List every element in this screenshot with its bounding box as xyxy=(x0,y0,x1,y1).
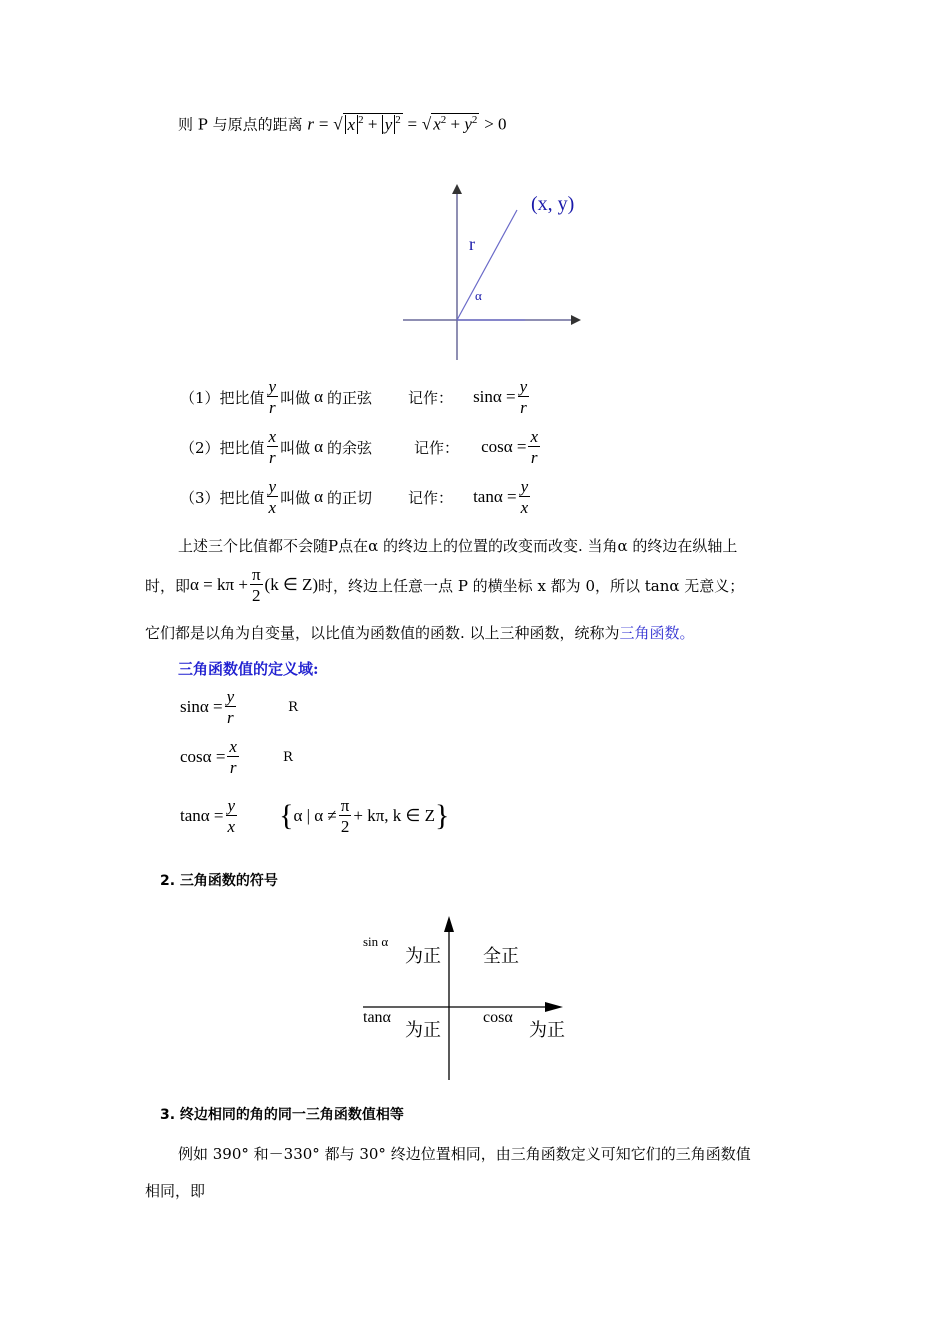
y-axis-arrow xyxy=(452,184,462,194)
distance-text: 则 P 与原点的距离 xyxy=(178,115,303,134)
q3-sign: 为正 xyxy=(405,1020,441,1040)
section-3-title: 3. 终边相同的角的同一三角函数值相等 xyxy=(160,1107,404,1123)
domain-row-tan: tanα = $\frac{y}{x}$ { α | α ≠ $\frac{\pi}{2}$ + kπ, k ∈ Z } xyxy=(180,796,450,836)
section-3-line-1: 例如 390° 和－330° 都与 30° 终边位置相同，由三角函数定义可知它们的三角函数值 xyxy=(178,1145,751,1163)
terminal-side-figure xyxy=(395,180,595,365)
trig-function-link: 三角函数。 xyxy=(619,624,695,642)
sqrt-xy: $x^2 + y^2$ xyxy=(433,114,478,134)
definition-cos: （2）把比值 $\frac{x}{r}$ 叫做 α 的余弦 记作： cosα = $\frac{x}{r}$ xyxy=(180,427,539,467)
q4-function: cosα xyxy=(483,1009,513,1026)
q1-sign: 全正 xyxy=(483,946,519,966)
section-3-line-2: 相同，即 xyxy=(145,1182,206,1200)
point-label: (x, y) xyxy=(531,193,575,215)
para-line-3: 它们都是以角为自变量，以比值为函数值的函数. 以上三种函数，统称为三角函数。 xyxy=(145,624,695,642)
q2-sign: 为正 xyxy=(405,946,441,966)
definition-sin: （1）把比值 $\frac{y}{r}$ 叫做 α 的正弦 记作： sinα = $\frac{y}{r}$ xyxy=(180,377,528,417)
q2-function: sin α xyxy=(363,934,389,949)
distance-formula: 则 P 与原点的距离 r = √ x $^2$ + y $^2$ = √ $x^2 + y^2 > 0$ xyxy=(178,114,507,134)
domain-title: 三角函数值的定义域: xyxy=(178,660,319,678)
vertical-axis-arrow xyxy=(444,916,454,932)
section-2-title: 2. 三角函数的符号 xyxy=(160,873,278,889)
domain-row-sin: sinα = $\frac{y}{r}$ R xyxy=(180,687,298,727)
q4-sign: 为正 xyxy=(529,1020,565,1040)
r-symbol: r xyxy=(307,114,315,134)
r-label: r xyxy=(469,234,475,254)
sqrt-sign: √ xyxy=(333,114,343,134)
sqrt-abs: x $^2$ + y $^2$ xyxy=(343,113,403,135)
para-line-2: 时，即 α = kπ + $\frac{\pi}{2}$ (k ∈ Z) 时，终边上任意一点 P 的横坐标 x 都为 0，所以 tanα 无意义； xyxy=(145,565,745,605)
alpha-label: α xyxy=(475,288,482,303)
domain-row-cos: cosα = $\frac{x}{r}$ R xyxy=(180,737,293,777)
sign-quadrant-figure xyxy=(355,912,570,1084)
horizontal-axis-arrow xyxy=(545,1002,563,1012)
definition-tan: （3）把比值 $\frac{y}{x}$ 叫做 α 的正切 记作： tanα = $\frac{y}{x}$ xyxy=(180,477,529,517)
terminal-side xyxy=(457,210,517,320)
x-axis-arrow xyxy=(571,315,581,325)
para-line-1: 上述三个比值都不会随P点在α 的终边上的位置的改变而改变. 当角α 的终边在纵轴上 xyxy=(178,537,738,555)
q3-function: tanα xyxy=(363,1009,391,1026)
